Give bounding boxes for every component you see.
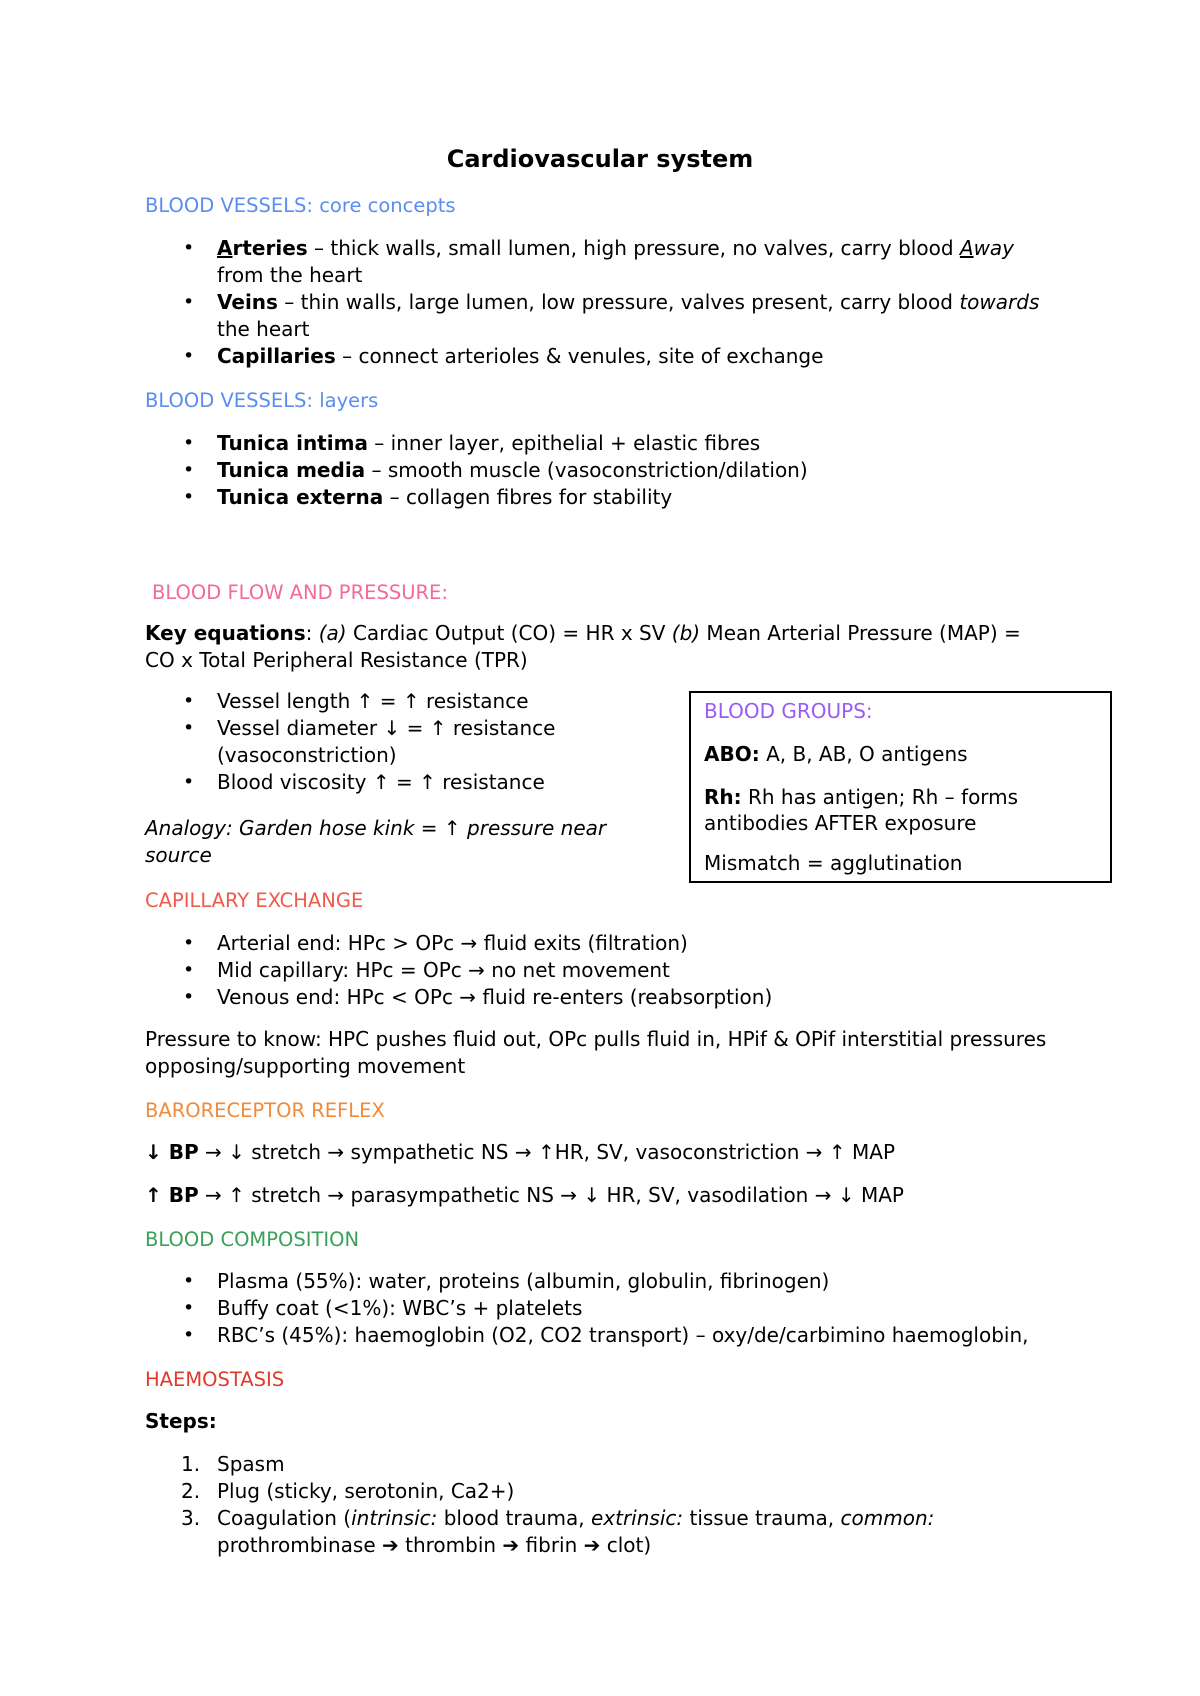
pressure-note: Pressure to know: HPC pushes fluid out, OPc pulls fluid in, HPif & OPif interstitial pressures opposing/supporting movement [145, 1027, 1047, 1078]
layers-list [145, 430, 1145, 511]
section-heading-core-concepts: BLOOD VESSELS: core concepts [145, 194, 456, 217]
list-item-vessel-length: • Vessel length ↑ = ↑ resistance [145, 688, 665, 715]
section-heading-capillary-exchange: CAPILLARY EXCHANGE [145, 889, 364, 912]
section-heading-baroreceptor: BARORECEPTOR REFLEX [145, 1099, 385, 1122]
list-item-mid-capillary: • Mid capillary: HPc = OPc → no net movement [145, 957, 1145, 984]
section-heading-blood-composition: BLOOD COMPOSITION [145, 1228, 360, 1251]
page-title: Cardiovascular system [446, 145, 754, 173]
section-heading-haemostasis: HAEMOSTASIS [145, 1368, 285, 1391]
term-veins: Veins [217, 290, 278, 314]
key-equations: Key equations: (a) Cardiac Output (CO) = HR x SV (b) Mean Arterial Pressure (MAP) = CO x Total Peripheral Resistance (TPR) [145, 621, 1021, 672]
mismatch-line: Mismatch = agglutination [704, 851, 963, 875]
baro-low-bp: ↓ BP → ↓ stretch → sympathetic NS → ↑HR, SV, vasoconstriction → ↑ MAP [145, 1140, 896, 1164]
rh-line: Rh: Rh has antigen; Rh – forms antibodies AFTER exposure [704, 785, 1019, 835]
list-item-buffy-coat: • Buffy coat (<1%): WBC’s + platelets [145, 1295, 1165, 1322]
term-arteries: Arteries [217, 236, 308, 260]
list-item-veins: • Veins – thin walls, large lumen, low pressure, valves present, carry blood towards the heart [145, 289, 1145, 343]
term-capillaries: Capillaries [217, 344, 336, 368]
list-item-arterial-end: • Arterial end: HPc > OPc → fluid exits (filtration) [145, 930, 1145, 957]
list-item-blood-viscosity: • Blood viscosity ↑ = ↑ resistance [145, 769, 665, 796]
core-concepts-list [145, 235, 1145, 370]
emphasis-towards: towards [959, 290, 1040, 314]
section-heading-blood-flow: BLOOD FLOW AND PRESSURE: [152, 581, 448, 604]
abo-line: ABO: A, B, AB, O antigens [704, 742, 968, 766]
list-item-tunica-externa: • Tunica externa – collagen fibres for stability [145, 484, 1145, 511]
steps-label: Steps: [145, 1409, 217, 1433]
list-item-rbcs: • RBC’s (45%): haemoglobin (O2, CO2 transport) – oxy/de/carbimino haemoglobin, [145, 1322, 1165, 1349]
list-item-arteries: • Arteries – thick walls, small lumen, high pressure, no valves, carry blood Away from the heart [145, 235, 1145, 289]
analogy-note: Analogy: Garden hose kink = ↑ pressure near source [145, 816, 607, 867]
step-plug: 2. Plug (sticky, serotonin, Ca2+) [181, 1479, 515, 1503]
emphasis-away: Away [959, 236, 1015, 260]
blood-groups-box [689, 691, 1112, 883]
blood-groups-heading: BLOOD GROUPS: [704, 699, 873, 723]
list-item-tunica-intima: • Tunica intima – inner layer, epithelial + elastic fibres [145, 430, 1145, 457]
composition-list [145, 1268, 1165, 1349]
baro-high-bp: ↑ BP → ↑ stretch → parasympathetic NS → ↓ HR, SV, vasodilation → ↓ MAP [145, 1183, 904, 1207]
list-item-plasma: • Plasma (55%): water, proteins (albumin, globulin, fibrinogen) [145, 1268, 1165, 1295]
step-spasm: 1. Spasm [181, 1452, 285, 1476]
list-item-venous-end: • Venous end: HPc < OPc → fluid re-enters (reabsorption) [145, 984, 1145, 1011]
list-item-capillaries: • Capillaries – connect arterioles & venules, site of exchange [145, 343, 1145, 370]
section-heading-layers: BLOOD VESSELS: layers [145, 389, 379, 412]
list-item-tunica-media: • Tunica media – smooth muscle (vasoconstriction/dilation) [145, 457, 1145, 484]
haemostasis-steps [145, 1451, 1145, 1559]
capillary-list [145, 930, 1145, 1011]
list-item-vessel-diameter: • Vessel diameter ↓ = ↑ resistance (vasoconstriction) [145, 715, 665, 769]
step-coagulation: 3. Coagulation (intrinsic: blood trauma, extrinsic: tissue trauma, common: prothrombinase ➔ thrombin ➔ fibrin ➔ clot) [181, 1506, 935, 1557]
resistance-list [145, 688, 665, 796]
